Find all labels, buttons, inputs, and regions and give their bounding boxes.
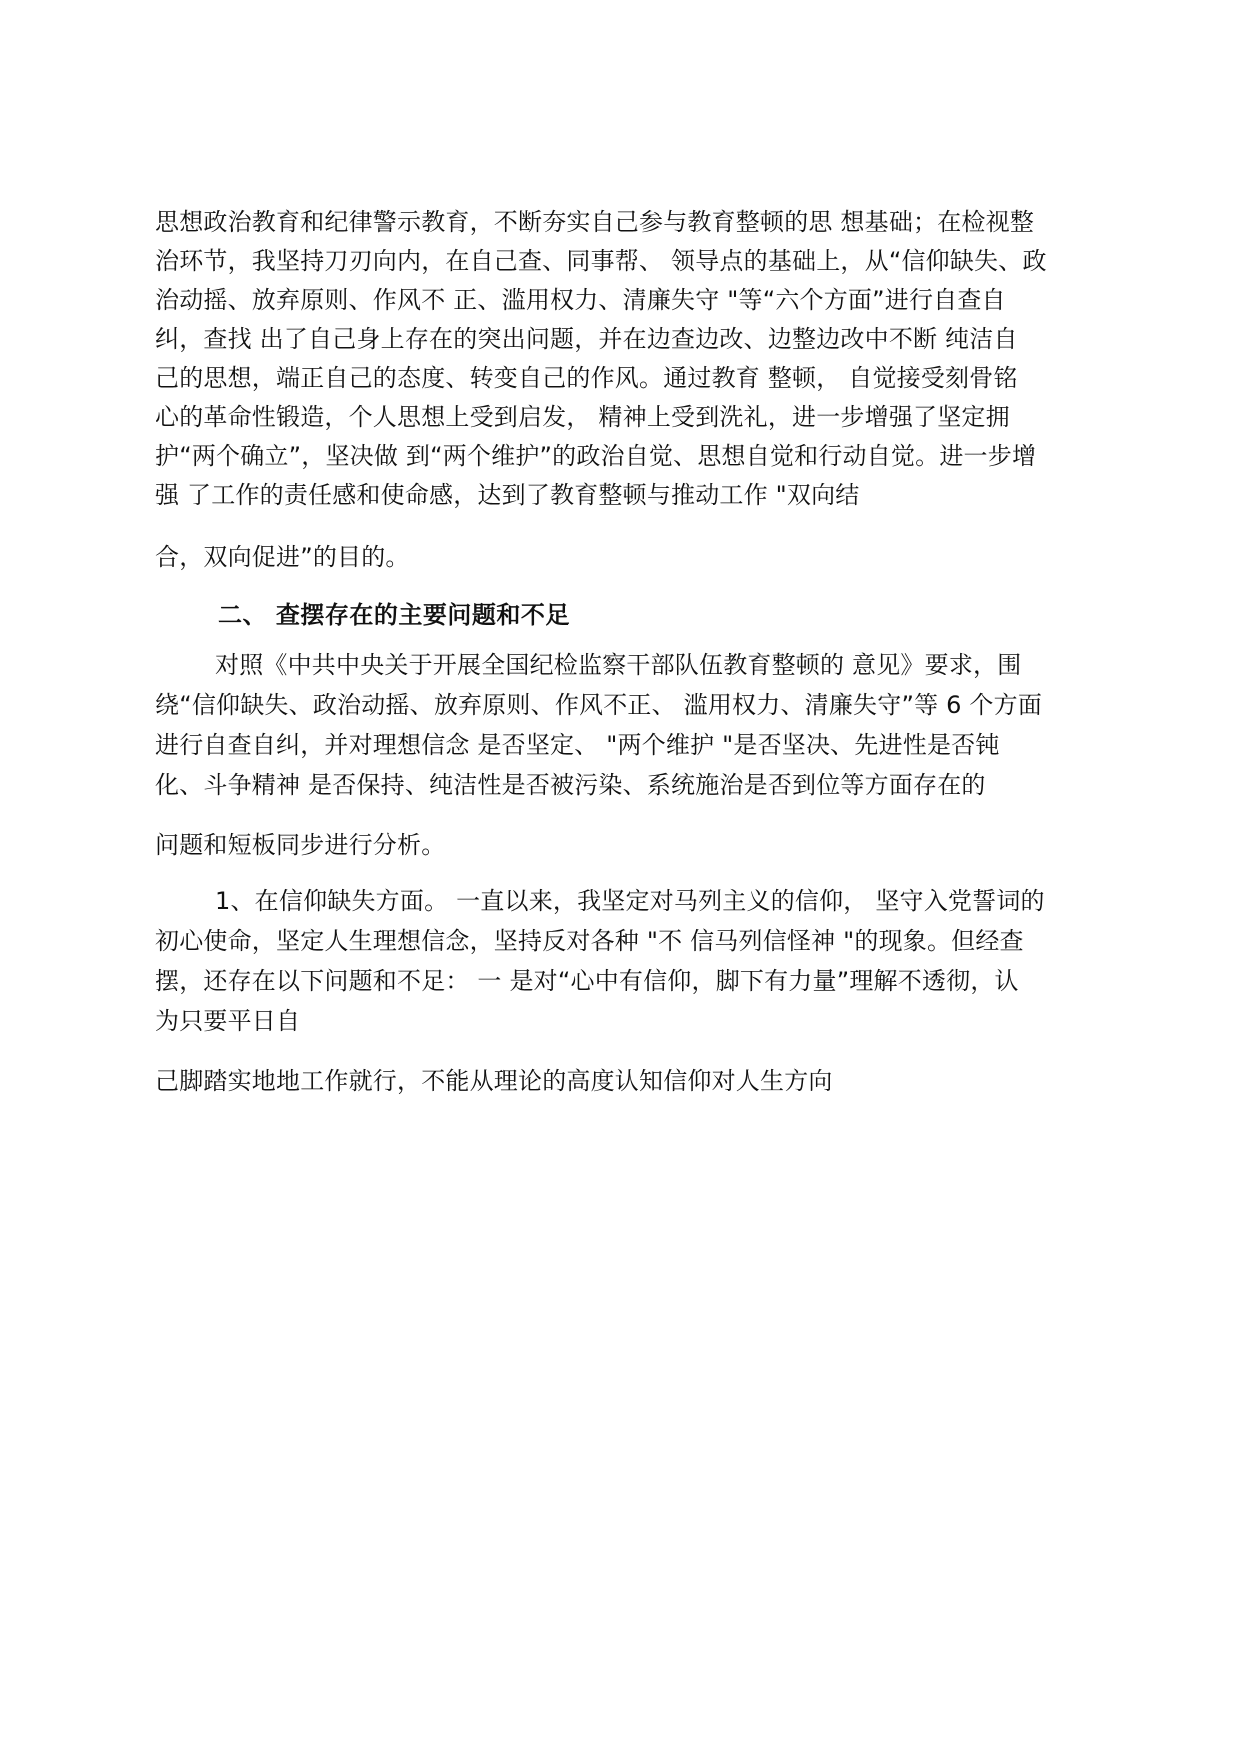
section-heading: 二、 查摆存在的主要问题和不足: [218, 601, 570, 629]
paragraph-line: 绕“信仰缺失、政治动摇、放弃原则、作风不正、 滥用权力、清廉失守”等 6 个方面: [155, 691, 1043, 719]
paragraph-line: 护“两个确立”，坚决做 到“两个维护”的政治自觉、思想自觉和行动自觉。进一步增: [155, 442, 1037, 470]
paragraph-line: 1、在信仰缺失方面。 一直以来，我坚定对马列主义的信仰， 坚守入党誓词的: [215, 887, 1045, 915]
paragraph-line: 己脚踏实地地工作就行，不能从理论的高度认知信仰对人生方向: [155, 1067, 833, 1095]
paragraph-line: 为只要平日自: [155, 1007, 301, 1035]
paragraph-line: 问题和短板同步进行分析。: [155, 831, 446, 859]
paragraph-line: 初心使命，坚定人生理想信念，坚持反对各种 "不 信马列信怪神 "的现象。但经查: [155, 927, 1024, 955]
paragraph-line: 纠，查找 出了自己身上存在的突出问题，并在边查边改、边整边改中不断 纯洁自: [155, 325, 1018, 353]
paragraph-line: 进行自查自纠，并对理想信念 是否坚定、 "两个维护 "是否坚决、先进性是否钝: [155, 731, 1000, 759]
paragraph-line: 化、斗争精神 是否保持、纯洁性是否被污染、系统施治是否到位等方面存在的: [155, 771, 986, 799]
paragraph-line: 治环节，我坚持刀刃向内，在自己查、同事帮、 领导点的基础上，从“信仰缺失、政: [155, 247, 1047, 275]
paragraph-line: 思想政治教育和纪律警示教育，不断夯实自己参与教育整顿的思 想基础；在检视整: [155, 208, 1035, 236]
paragraph-line: 心的革命性锻造，个人思想上受到启发， 精神上受到洗礼，进一步增强了坚定拥: [155, 403, 1010, 431]
paragraph-line: 对照《中共中央关于开展全国纪检监察干部队伍教育整顿的 意见》要求，围: [215, 651, 1022, 679]
paragraph-line: 己的思想，端正自己的态度、转变自己的作风。通过教育 整顿， 自觉接受刻骨铭: [155, 364, 1018, 392]
paragraph-line: 摆，还存在以下问题和不足： 一 是对“心中有信仰，脚下有力量”理解不透彻，认: [155, 967, 1019, 995]
paragraph-line: 强 了工作的责任感和使命感，达到了教育整顿与推动工作 "双向结: [155, 481, 860, 509]
paragraph-line: 合，双向促进”的目的。: [155, 543, 410, 571]
paragraph-line: 治动摇、放弃原则、作风不 正、滥用权力、清廉失守 "等“六个方面”进行自查自: [155, 286, 1006, 314]
